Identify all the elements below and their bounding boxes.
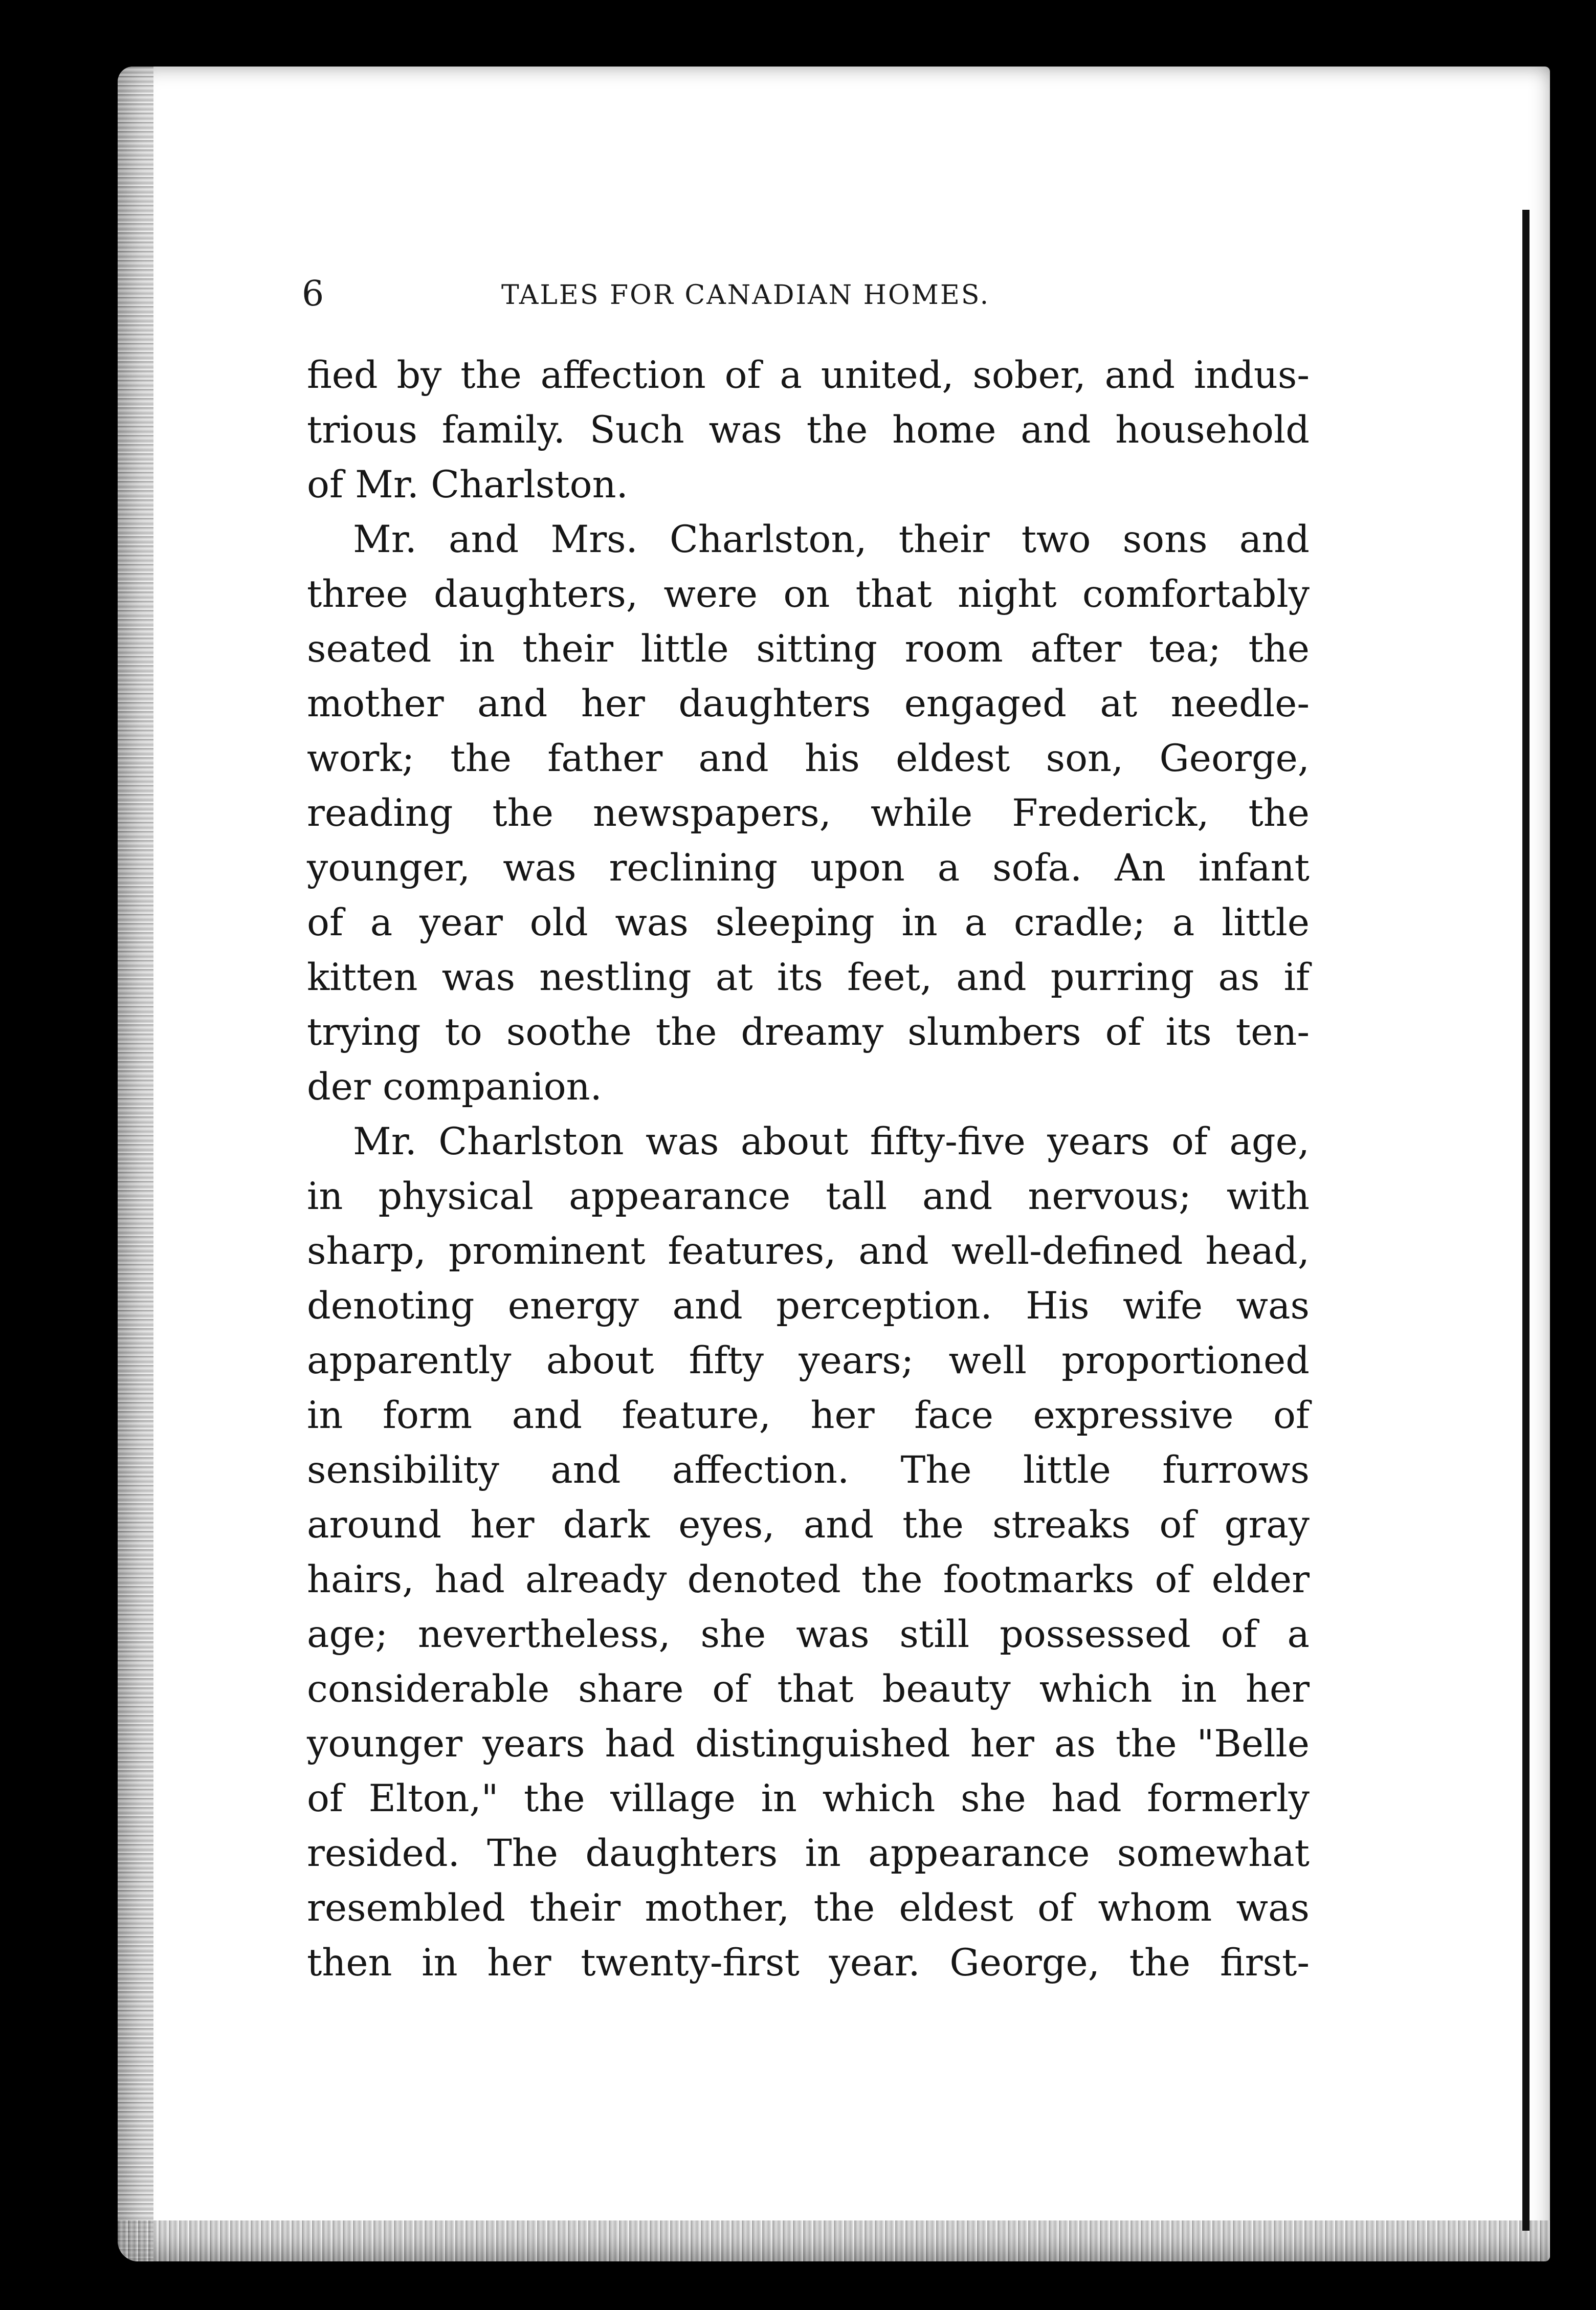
text-line: mother and her daughters engaged at needle- bbox=[307, 682, 1310, 725]
text-line: resided. The daughters in appearance somewhat bbox=[307, 1832, 1310, 1875]
text-line: sharp, prominent features, and well-defined head, bbox=[307, 1229, 1310, 1273]
worn-left-edge bbox=[118, 67, 153, 2261]
text-line: trying to soothe the dreamy slumbers of its ten- bbox=[307, 1010, 1310, 1054]
text-line: denoting energy and perception. His wife was bbox=[307, 1284, 1310, 1328]
paragraph-3 bbox=[307, 1114, 1310, 1990]
text-line: seated in their little sitting room after tea; the bbox=[307, 627, 1310, 671]
paragraph-2 bbox=[307, 512, 1310, 1114]
text-line: three daughters, were on that night comfortably bbox=[307, 573, 1310, 616]
text-line: then in her twenty-first year. George, the first- bbox=[307, 1941, 1310, 1985]
text-line: Mr. and Mrs. Charlston, their two sons and bbox=[353, 518, 1310, 561]
text-line: resembled their mother, the eldest of whom was bbox=[307, 1886, 1310, 1930]
text-line: considerable share of that beauty which in her bbox=[307, 1667, 1310, 1711]
text-line: reading the newspapers, while Frederick, the bbox=[307, 791, 1310, 835]
text-line: work; the father and his eldest son, George, bbox=[307, 737, 1310, 780]
text-line: hairs, had already denoted the footmarks of elder bbox=[307, 1558, 1310, 1601]
text-line: younger, was reclining upon a sofa. An infant bbox=[307, 846, 1310, 890]
text-line: trious family. Such was the home and household bbox=[307, 408, 1310, 452]
text-line: in physical appearance tall and nervous; with bbox=[307, 1175, 1310, 1218]
text-line: Mr. Charlston was about fifty-five years of age, bbox=[353, 1120, 1310, 1163]
text-line: fied by the affection of a united, sober, and indus- bbox=[307, 354, 1310, 397]
text-line: of a year old was sleeping in a cradle; a little bbox=[307, 901, 1310, 944]
page-number: 6 bbox=[302, 274, 324, 314]
worn-bottom-edge bbox=[118, 2220, 1550, 2261]
text-line: apparently about fifty years; well proportioned bbox=[307, 1339, 1310, 1382]
text-line: of Mr. Charlston. bbox=[307, 463, 628, 507]
text-line: around her dark eyes, and the streaks of gray bbox=[307, 1503, 1310, 1547]
running-title: TALES FOR CANADIAN HOMES. bbox=[501, 280, 990, 311]
paragraph-1 bbox=[307, 348, 1310, 512]
text-line: sensibility and affection. The little furrows bbox=[307, 1448, 1310, 1492]
text-line: age; nevertheless, she was still possessed of a bbox=[307, 1613, 1310, 1656]
text-line: of Elton," the village in which she had formerly bbox=[307, 1777, 1310, 1820]
text-line: der companion. bbox=[307, 1065, 602, 1109]
text-line: kitten was nestling at its feet, and purring as if bbox=[307, 956, 1310, 999]
binding-line bbox=[1522, 210, 1529, 2231]
text-line: in form and feature, her face expressive of bbox=[307, 1394, 1310, 1437]
page-header bbox=[302, 274, 1304, 315]
text-line: younger years had distinguished her as the "Belle bbox=[307, 1722, 1310, 1766]
body-text bbox=[307, 348, 1310, 1990]
